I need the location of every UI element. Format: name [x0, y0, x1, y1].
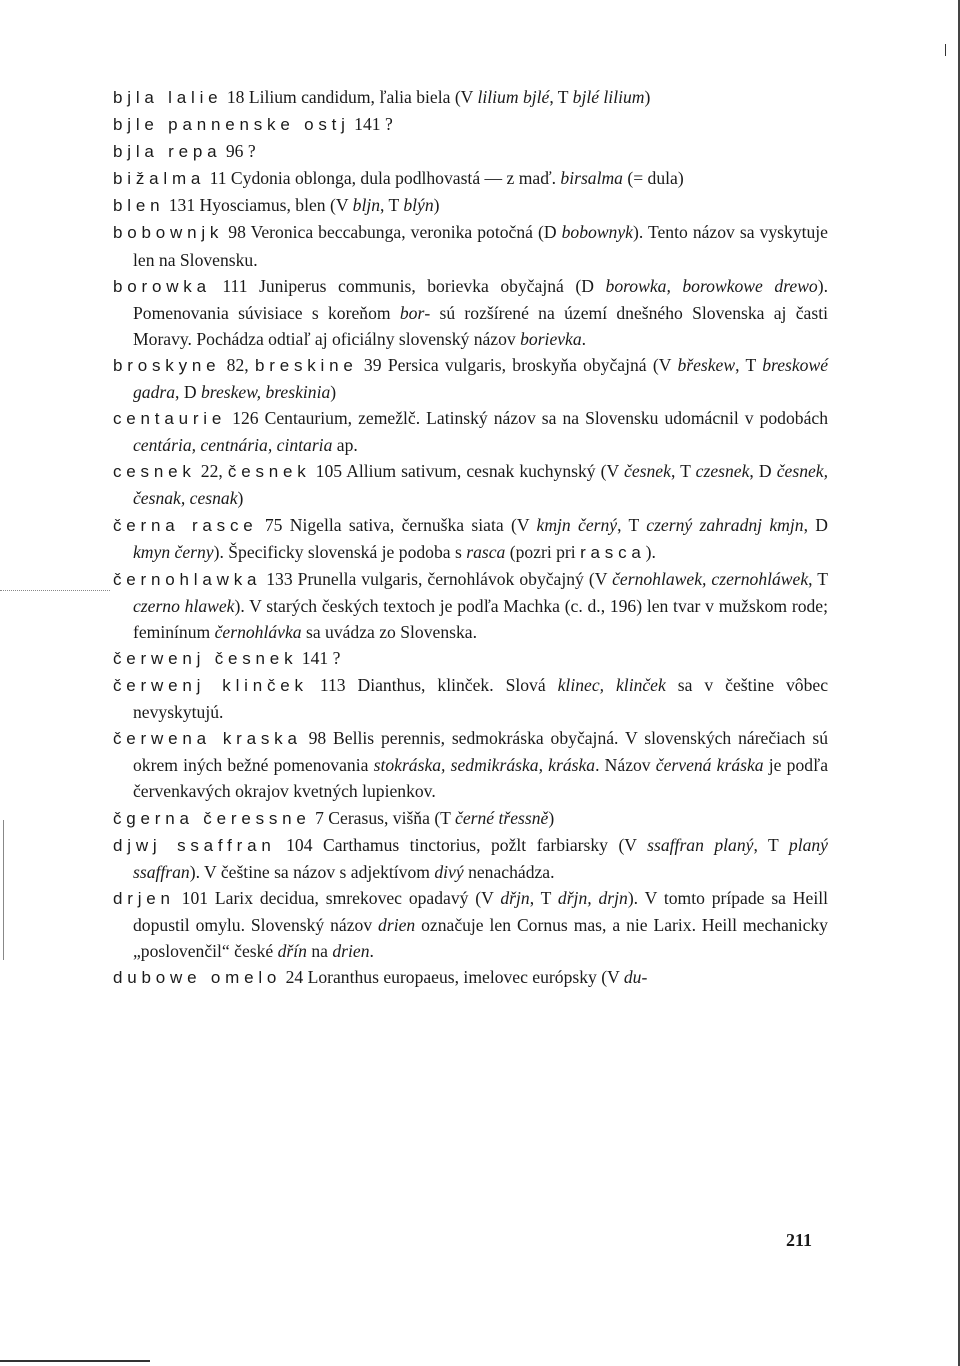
entry-headword: černa rasce — [113, 515, 258, 535]
page-number: 211 — [786, 1230, 813, 1250]
entry-text: 11 Cydonia oblonga, dula podlhovastá — z maď. birsalma (= dula) — [205, 168, 684, 189]
entry-headword: blen — [113, 196, 165, 216]
entry-headword: čerwena kraska — [113, 729, 302, 749]
entry-headword: černohlawka — [113, 569, 262, 589]
dictionary-entry — [113, 672, 828, 725]
entry-headword: cesnek — [113, 462, 196, 482]
dictionary-entry — [113, 219, 828, 272]
entry-text: 104 Carthamus tinctorius, požlt farbiarsky (V ssaffran planý, T planý ssaffran). V češtine sa názov s adjektívom divý nenachádza. — [133, 834, 828, 882]
dictionary-entry — [113, 885, 828, 964]
entry-headword: dubowe omelo — [113, 968, 282, 988]
entry-headword: bjla repa — [113, 142, 222, 162]
dictionary-entry — [113, 111, 828, 138]
dictionary-entry — [113, 566, 828, 645]
entry-headword: bjla lalie — [113, 88, 223, 107]
scan-mark — [945, 44, 946, 56]
entry-text: 141 ? — [349, 114, 393, 135]
entry-text: 75 Nigella sativa, černuška siata (V kmjn černý, T czerný zahradnj kmjn, D kmyn černy). Špecificky slovenská je podoba s rasca (pozri pri rasca). — [133, 514, 828, 562]
dictionary-entry — [113, 138, 828, 165]
scan-edge-bottom — [0, 1360, 150, 1362]
scan-dotted-mark — [0, 590, 110, 591]
entry-text: 113 Dianthus, klinček. Slová klinec, klinček sa v češtine vôbec nevyskytujú. — [133, 675, 829, 723]
dictionary-entry — [113, 352, 828, 405]
entry-headword: čerwenj česnek — [113, 648, 298, 668]
entry-text: 133 Prunella vulgaris, černohlávok obyčajný (V černohlawek, czernohláwek, T czerno hlawek). V starých českých textoch je podľa Machka (c. d., 196) len tvar v mužskom rode; feminínum černohlávka sa uvádza zo Slovenska. — [133, 568, 828, 642]
entry-headword: djwj ssaffran — [113, 835, 276, 855]
dictionary-entries — [113, 84, 828, 991]
entry-text: 98 Veronica beccabunga, veronika potočná (D bobownyk). Tento názov sa vyskytuje len na Slovensku. — [133, 222, 828, 270]
entry-text: 141 ? — [297, 647, 341, 668]
entry-headword: borowka — [113, 276, 211, 296]
entry-text: 126 Centaurium, zemežlč. Latinský názov sa na Slovensku udomácnil v podobách centária, centnária, cintaria ap. — [133, 408, 828, 456]
entry-text: 7 Cerasus, višňa (T černé třessně) — [310, 807, 555, 828]
dictionary-entry — [113, 84, 828, 111]
entry-text: 96 ? — [221, 141, 256, 162]
entry-text: 111 Juniperus communis, borievka obyčajná (D borowka, borowkowe drewo). Pomenovania súvisiace s koreňom bor- sú rozšírené na území dnešného Slovenska aj časti Moravy. Pochádza odtiaľ aj oficiálny slovenský názov borievka. — [133, 275, 828, 349]
entry-headword: bobownjk — [113, 223, 224, 243]
dictionary-entry — [113, 725, 828, 804]
dictionary-entry — [113, 165, 828, 192]
dictionary-entry — [113, 405, 828, 458]
entry-text: 24 Loranthus europaeus, imelovec európsky (V du- — [281, 967, 648, 988]
entry-text: 18 Lilium candidum, ľalia biela (V lilium bjlé, T bjlé lilium) — [222, 87, 651, 107]
dictionary-entry — [113, 512, 828, 566]
dictionary-entry — [113, 192, 828, 219]
scan-edge-left — [3, 820, 4, 960]
dictionary-entry — [113, 832, 828, 885]
entry-headword: bižalma — [113, 169, 206, 189]
entry-headword: čgerna čeressne — [113, 808, 311, 828]
entry-text: 22, česnek 105 Allium sativum, cesnak kuchynský (V česnek, T czesnek, D česnek, česnak, cesnak) — [133, 461, 829, 509]
entry-text: 101 Larix decidua, smrekovec opadavý (V dřjn, T dřjn, drjn). V tomto prípade sa Heill dopustil omylu. Slovenský názov drien označuje len Cornus mas, a nie Larix. Heill mechanicky „poslovenčil“ české dřín na drien. — [133, 887, 828, 961]
dictionary-entry — [113, 273, 828, 352]
entry-headword: drjen — [113, 888, 175, 908]
entry-text: 131 Hyosciamus, blen (V bljn, T blýn) — [164, 195, 440, 216]
dictionary-entry — [113, 458, 828, 511]
entry-text: 98 Bellis perennis, sedmokráska obyčajná. V slovenských nárečiach sú okrem iných bežné pomenovania stokráska, sedmikráska, kráska. Názov červená kráska je podľa červenkavých okrajov kvetných lupienkov. — [133, 728, 829, 802]
dictionary-entry — [113, 964, 828, 991]
entry-headword: centaurie — [113, 409, 227, 429]
entry-headword: bjle pannenske ostj — [113, 115, 350, 135]
dictionary-entry — [113, 645, 828, 672]
entry-headword: broskyne — [113, 355, 221, 375]
entry-text: 82, breskine 39 Persica vulgaris, broskyňa obyčajná (V břeskew, T breskowé gadra, D breskew, breskinia) — [133, 354, 828, 403]
dictionary-entry — [113, 805, 828, 832]
entry-headword: čerwenj klinček — [113, 676, 308, 696]
